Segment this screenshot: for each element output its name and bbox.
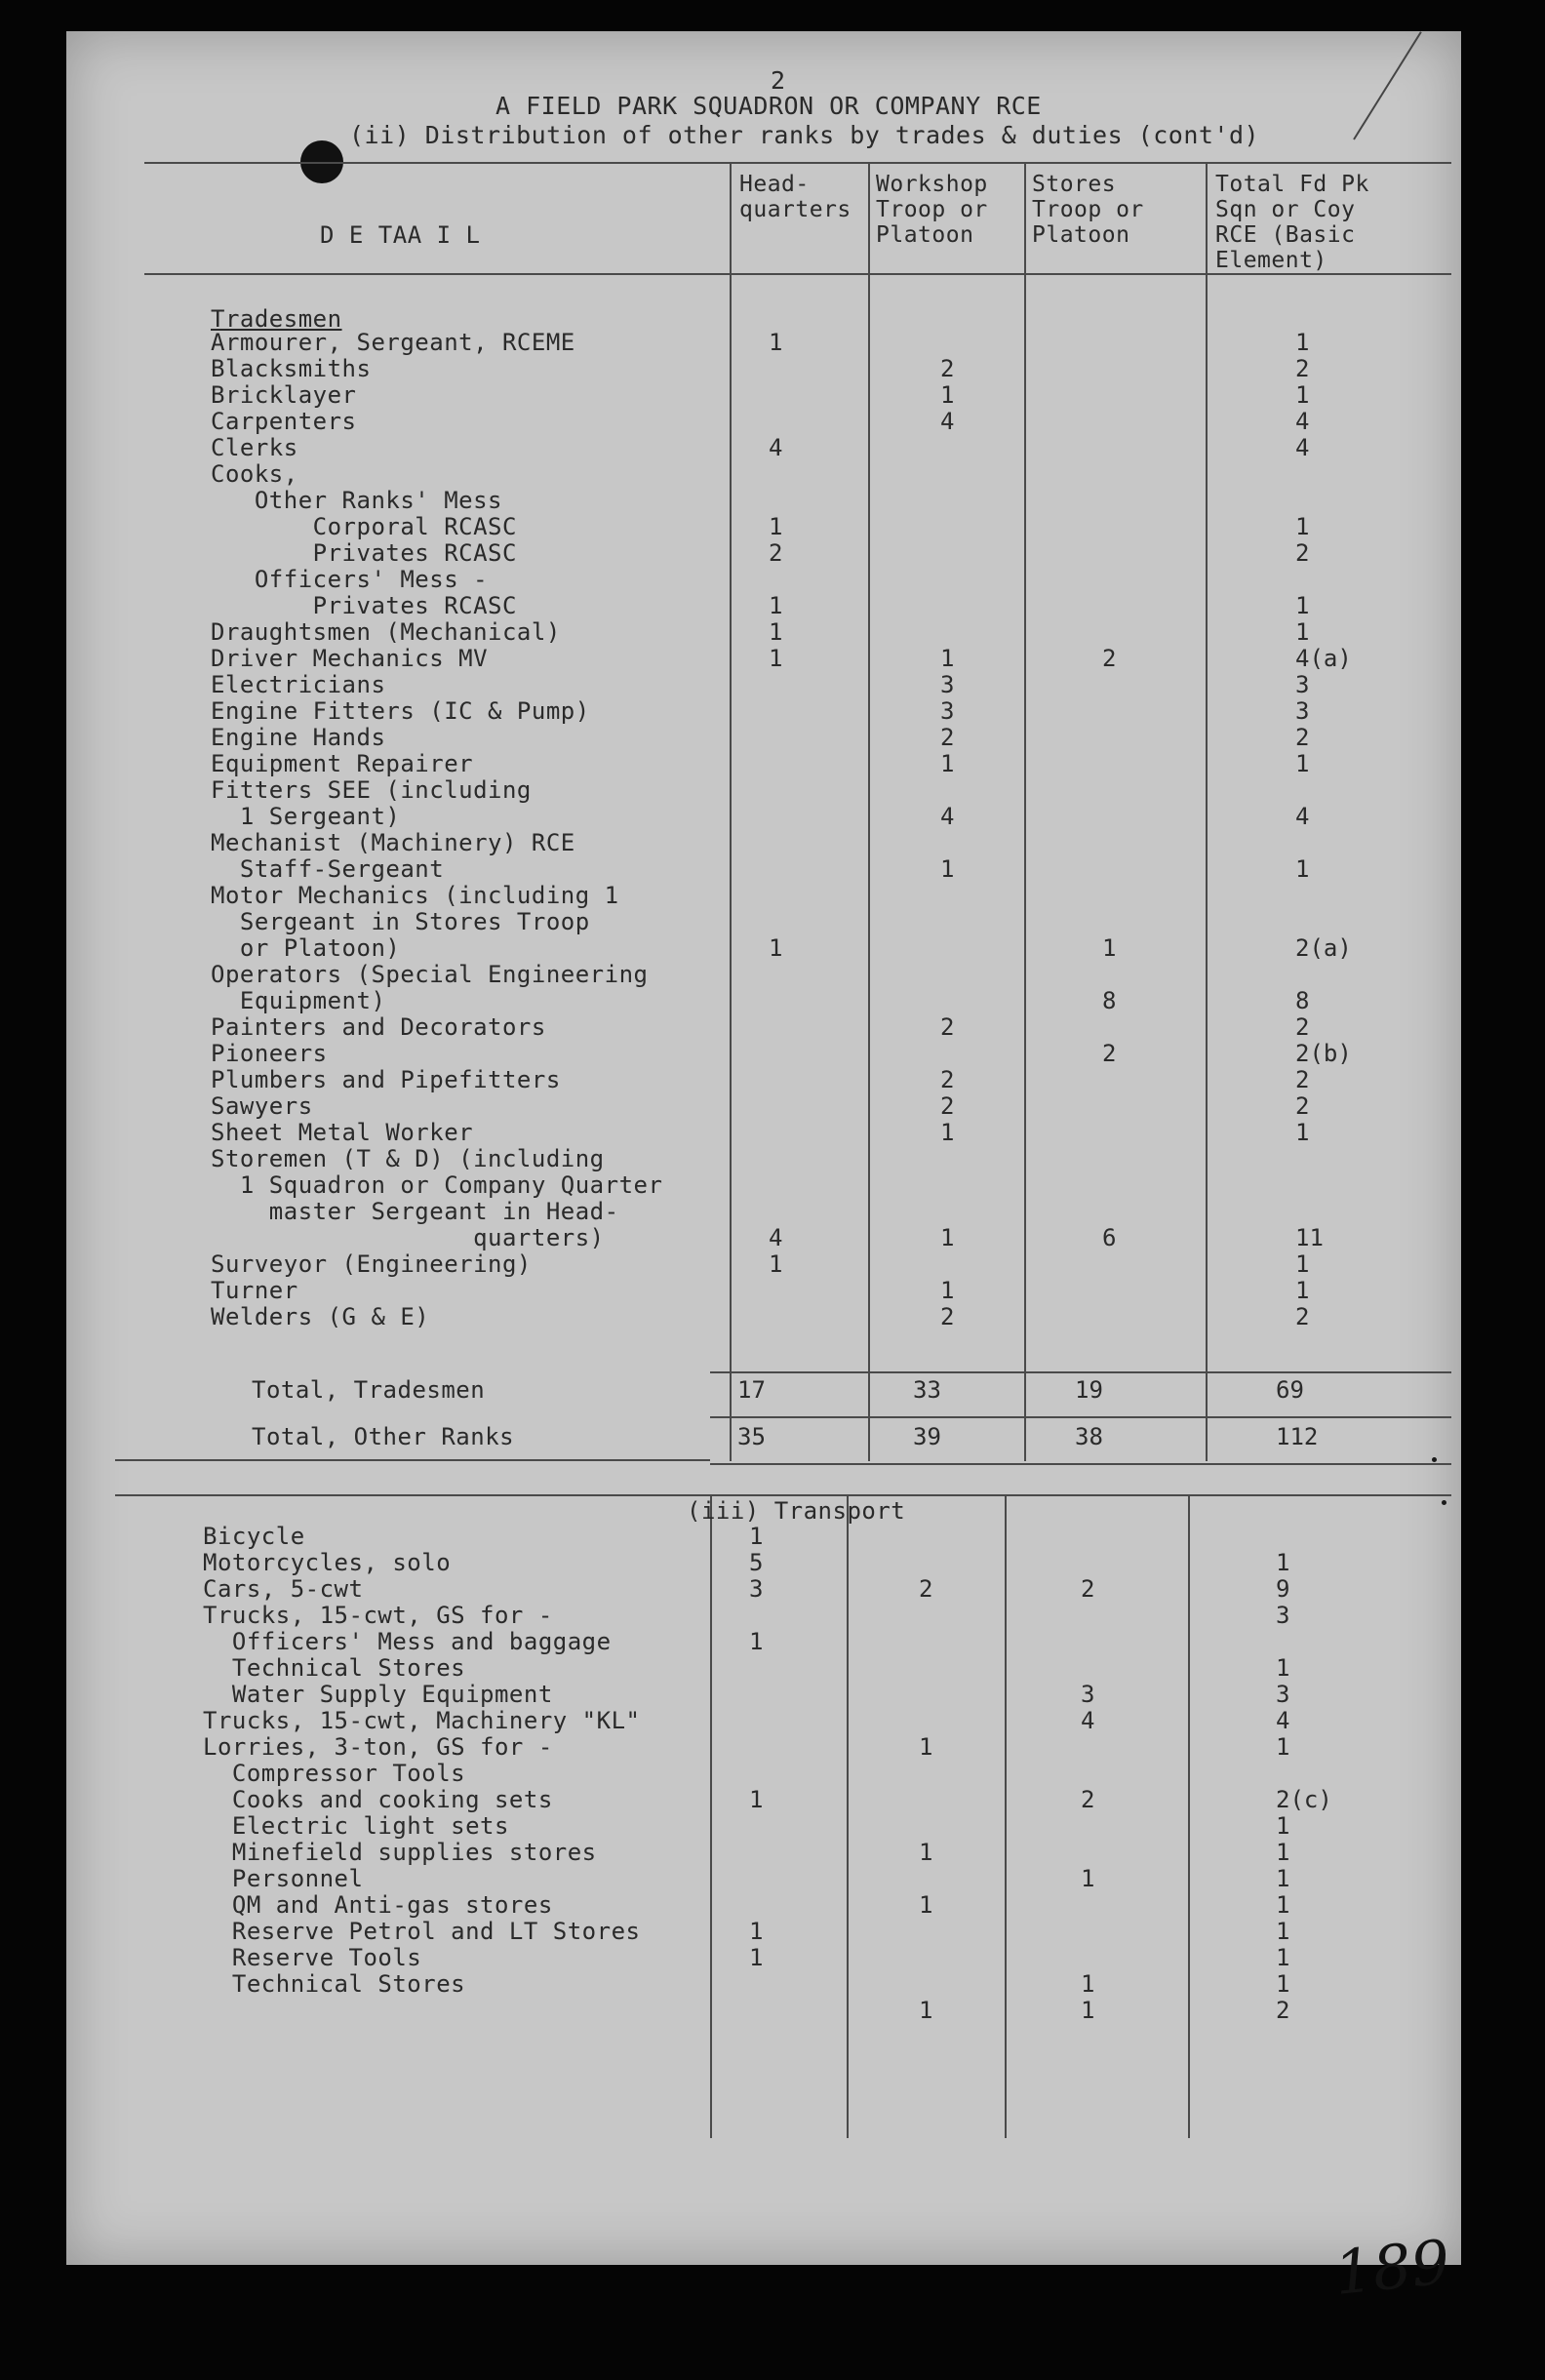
cell-total: 11 [1295, 1224, 1324, 1251]
cell-headquarters: 1 [769, 934, 783, 962]
cell-total: 1 [1276, 1865, 1290, 1892]
row-label: Surveyor (Engineering) [211, 1250, 532, 1278]
cell-total: 1 [1295, 855, 1310, 883]
row-label: Driver Mechanics MV [211, 645, 489, 672]
cell-headquarters: 17 [737, 1376, 766, 1404]
row-label: Motorcycles, solo [203, 1549, 452, 1576]
cell-total: 1 [1276, 1918, 1290, 1945]
cell-stores: 2 [1081, 1786, 1095, 1813]
cell-stores: 3 [1081, 1681, 1095, 1708]
cell-total: 8 [1295, 987, 1310, 1014]
cell-workshop: 1 [919, 1733, 933, 1761]
row-label: Water Supply Equipment [203, 1681, 553, 1708]
document-subtitle: (ii) Distribution of other ranks by trades & duties (cont'd) [349, 121, 1260, 149]
row-label: Privates RCASC [211, 539, 517, 567]
cell-workshop: 1 [940, 1119, 955, 1146]
cell-stores: 2 [1081, 1575, 1095, 1603]
cell-stores: 38 [1075, 1423, 1103, 1450]
transport-divider-total [1188, 1494, 1190, 2138]
cell-total: 2 [1295, 355, 1310, 382]
row-label: Personnel [203, 1865, 364, 1892]
cell-total: 1 [1276, 1891, 1290, 1919]
totals-rule-1 [710, 1371, 1451, 1373]
cell-total: 4 [1276, 1707, 1290, 1734]
row-label: Privates RCASC [211, 592, 517, 619]
cell-total: 3 [1276, 1681, 1290, 1708]
row-label: Equipment Repairer [211, 750, 474, 777]
ink-dot [1442, 1500, 1446, 1505]
cell-workshop: 1 [919, 1997, 933, 2024]
cell-total: 1 [1276, 1812, 1290, 1840]
column-divider-workshop [868, 162, 870, 1461]
row-label: Electric light sets [203, 1812, 509, 1840]
cell-headquarters: 2 [769, 539, 783, 567]
totals-rule-2 [710, 1416, 1451, 1418]
row-label: 1 Sergeant) [211, 803, 401, 830]
cell-workshop: 39 [913, 1423, 941, 1450]
row-label: master Sergeant in Head- [211, 1198, 619, 1225]
cell-headquarters: 1 [769, 592, 783, 619]
cell-total: 2 [1295, 1092, 1310, 1120]
cell-total: 1 [1276, 1839, 1290, 1866]
row-label: Total, Tradesmen [252, 1376, 486, 1404]
row-label: Minefield supplies stores [203, 1839, 597, 1866]
row-label: Sawyers [211, 1092, 313, 1120]
row-label: QM and Anti-gas stores [203, 1891, 553, 1919]
cell-workshop: 2 [919, 1575, 933, 1603]
cell-workshop: 2 [940, 1066, 955, 1093]
row-label: Compressor Tools [203, 1760, 466, 1787]
row-label: Trucks, 15-cwt, GS for - [203, 1602, 553, 1629]
cell-total: 2 [1276, 1997, 1290, 2024]
cell-headquarters: 5 [749, 1549, 764, 1576]
row-label: Reserve Tools [203, 1944, 422, 1971]
cell-headquarters: 1 [769, 645, 783, 672]
header-top-rule [144, 162, 1451, 164]
row-label: Bicycle [203, 1523, 305, 1550]
cell-workshop: 1 [940, 1277, 955, 1304]
row-label: 1 Squadron or Company Quarter [211, 1171, 663, 1199]
cell-total: 2 [1295, 1066, 1310, 1093]
cell-workshop: 2 [940, 724, 955, 751]
cell-total: 1 [1295, 592, 1310, 619]
row-label: Blacksmiths [211, 355, 372, 382]
cell-total: 1 [1295, 329, 1310, 356]
header-bottom-rule [144, 273, 1451, 275]
row-label: Corporal RCASC [211, 513, 517, 540]
cell-headquarters: 1 [749, 1944, 764, 1971]
cell-headquarters: 3 [749, 1575, 764, 1603]
cell-total: 2(b) [1295, 1040, 1352, 1067]
row-label: Officers' Mess - [211, 566, 489, 593]
cell-stores: 8 [1102, 987, 1117, 1014]
row-label: Motor Mechanics (including 1 [211, 882, 619, 909]
cell-total: 1 [1295, 1119, 1310, 1146]
cell-total: 3 [1295, 697, 1310, 725]
transport-heading: (iii) Transport [687, 1497, 906, 1525]
cell-workshop: 1 [940, 855, 955, 883]
row-label: Sheet Metal Worker [211, 1119, 474, 1146]
cell-total: 9 [1276, 1575, 1290, 1603]
cell-workshop: 33 [913, 1376, 941, 1404]
cell-total: 2(c) [1276, 1786, 1332, 1813]
row-label: quarters) [211, 1224, 605, 1251]
cell-headquarters: 4 [769, 434, 783, 461]
row-label: Clerks [211, 434, 298, 461]
cell-workshop: 2 [940, 355, 955, 382]
cell-headquarters: 1 [749, 1786, 764, 1813]
cell-workshop: 2 [940, 1013, 955, 1041]
header-total: Total Fd Pk Sqn or Coy RCE (Basic Element) [1215, 172, 1369, 273]
cell-total: 2 [1295, 539, 1310, 567]
transport-top-rule [115, 1494, 1451, 1496]
cell-headquarters: 1 [749, 1628, 764, 1655]
cell-workshop: 1 [919, 1839, 933, 1866]
row-label: Lorries, 3-ton, GS for - [203, 1733, 553, 1761]
document-title: A FIELD PARK SQUADRON OR COMPANY RCE [495, 92, 1042, 120]
row-label: Plumbers and Pipefitters [211, 1066, 561, 1093]
header-stores: Stores Troop or Platoon [1032, 172, 1144, 248]
cell-total: 1 [1295, 513, 1310, 540]
row-label: Bricklayer [211, 381, 357, 409]
row-label: Armourer, Sergeant, RCEME [211, 329, 575, 356]
cell-workshop: 3 [940, 697, 955, 725]
cell-stores: 1 [1081, 1997, 1095, 2024]
transport-divider-workshop [847, 1494, 849, 2138]
cell-total: 2 [1295, 1013, 1310, 1041]
cell-stores: 19 [1075, 1376, 1103, 1404]
column-divider-stores [1024, 162, 1026, 1461]
cell-stores: 2 [1102, 1040, 1117, 1067]
row-label: Turner [211, 1277, 298, 1304]
cell-workshop: 1 [940, 1224, 955, 1251]
cell-total: 4 [1295, 434, 1310, 461]
cell-headquarters: 1 [769, 1250, 783, 1278]
cell-stores: 2 [1102, 645, 1117, 672]
cell-total: 1 [1276, 1944, 1290, 1971]
row-label: Engine Hands [211, 724, 386, 751]
cell-headquarters: 35 [737, 1423, 766, 1450]
row-label: Cooks, [211, 460, 298, 488]
row-label: Sergeant in Stores Troop [211, 908, 590, 935]
cell-headquarters: 1 [769, 618, 783, 646]
cell-total: 1 [1276, 1549, 1290, 1576]
row-label: Operators (Special Engineering [211, 961, 649, 988]
totals-rule-3 [710, 1463, 1451, 1465]
header-headquarters: Head- quarters [739, 172, 852, 222]
ink-dot [1432, 1457, 1437, 1462]
row-label: Equipment) [211, 987, 386, 1014]
row-label: Other Ranks' Mess [211, 487, 502, 514]
page-number: 2 [771, 66, 786, 95]
cell-total: 1 [1295, 750, 1310, 777]
cell-total: 112 [1276, 1423, 1319, 1450]
cell-headquarters: 1 [769, 513, 783, 540]
cell-stores: 6 [1102, 1224, 1117, 1251]
row-label: Engine Fitters (IC & Pump) [211, 697, 590, 725]
row-label: Painters and Decorators [211, 1013, 546, 1041]
column-divider-hq [730, 162, 732, 1461]
document-page [66, 31, 1461, 2309]
row-label: Draughtsmen (Mechanical) [211, 618, 561, 646]
cell-total: 1 [1295, 381, 1310, 409]
cell-total: 1 [1276, 1733, 1290, 1761]
header-detail: D E TAA I L [320, 221, 481, 249]
cell-total: 2(a) [1295, 934, 1352, 962]
cell-workshop: 1 [940, 645, 955, 672]
transport-divider-stores [1005, 1494, 1007, 2138]
row-label: Technical Stores [203, 1970, 466, 1998]
cell-total: 1 [1295, 1277, 1310, 1304]
row-label: Electricians [211, 671, 386, 698]
row-label: Trucks, 15-cwt, Machinery "KL" [203, 1707, 641, 1734]
cell-total: 4(a) [1295, 645, 1352, 672]
row-label: Fitters SEE (including [211, 776, 532, 804]
cell-headquarters: 4 [769, 1224, 783, 1251]
tradesmen-heading: Tradesmen [211, 305, 342, 333]
row-label: or Platoon) [211, 934, 401, 962]
section-rule-left [115, 1459, 710, 1461]
cell-total: 69 [1276, 1376, 1304, 1404]
cell-workshop: 1 [940, 381, 955, 409]
row-label: Technical Stores [203, 1654, 466, 1682]
cell-total: 1 [1295, 618, 1310, 646]
folio-number: 189 [1330, 2226, 1453, 2309]
cell-stores: 1 [1081, 1970, 1095, 1998]
row-label: Pioneers [211, 1040, 328, 1067]
header-workshop: Workshop Troop or Platoon [876, 172, 988, 248]
cell-total: 3 [1276, 1602, 1290, 1629]
row-label: Officers' Mess and baggage [203, 1628, 612, 1655]
row-label: Mechanist (Machinery) RCE [211, 829, 575, 856]
cell-total: 4 [1295, 408, 1310, 435]
cell-headquarters: 1 [769, 329, 783, 356]
cell-total: 2 [1295, 1303, 1310, 1330]
cell-total: 1 [1276, 1970, 1290, 1998]
row-label: Cooks and cooking sets [203, 1786, 553, 1813]
row-label: Reserve Petrol and LT Stores [203, 1918, 641, 1945]
cell-stores: 1 [1102, 934, 1117, 962]
cell-stores: 1 [1081, 1865, 1095, 1892]
cell-headquarters: 1 [749, 1918, 764, 1945]
cell-headquarters: 1 [749, 1523, 764, 1550]
cell-workshop: 4 [940, 408, 955, 435]
cell-total: 4 [1295, 803, 1310, 830]
row-label: Staff-Sergeant [211, 855, 445, 883]
row-label: Carpenters [211, 408, 357, 435]
cell-total: 3 [1295, 671, 1310, 698]
cell-total: 2 [1295, 724, 1310, 751]
cell-workshop: 1 [940, 750, 955, 777]
row-label: Total, Other Ranks [252, 1423, 515, 1450]
row-label: Storemen (T & D) (including [211, 1145, 605, 1172]
row-label: Cars, 5-cwt [203, 1575, 364, 1603]
cell-total: 1 [1276, 1654, 1290, 1682]
cell-stores: 4 [1081, 1707, 1095, 1734]
cell-workshop: 4 [940, 803, 955, 830]
cell-workshop: 2 [940, 1303, 955, 1330]
pen-stroke [1353, 31, 1422, 139]
row-label: Welders (G & E) [211, 1303, 430, 1330]
cell-workshop: 3 [940, 671, 955, 698]
cell-total: 1 [1295, 1250, 1310, 1278]
column-divider-total [1206, 162, 1208, 1461]
cell-workshop: 2 [940, 1092, 955, 1120]
transport-divider-hq [710, 1494, 712, 2138]
cell-workshop: 1 [919, 1891, 933, 1919]
